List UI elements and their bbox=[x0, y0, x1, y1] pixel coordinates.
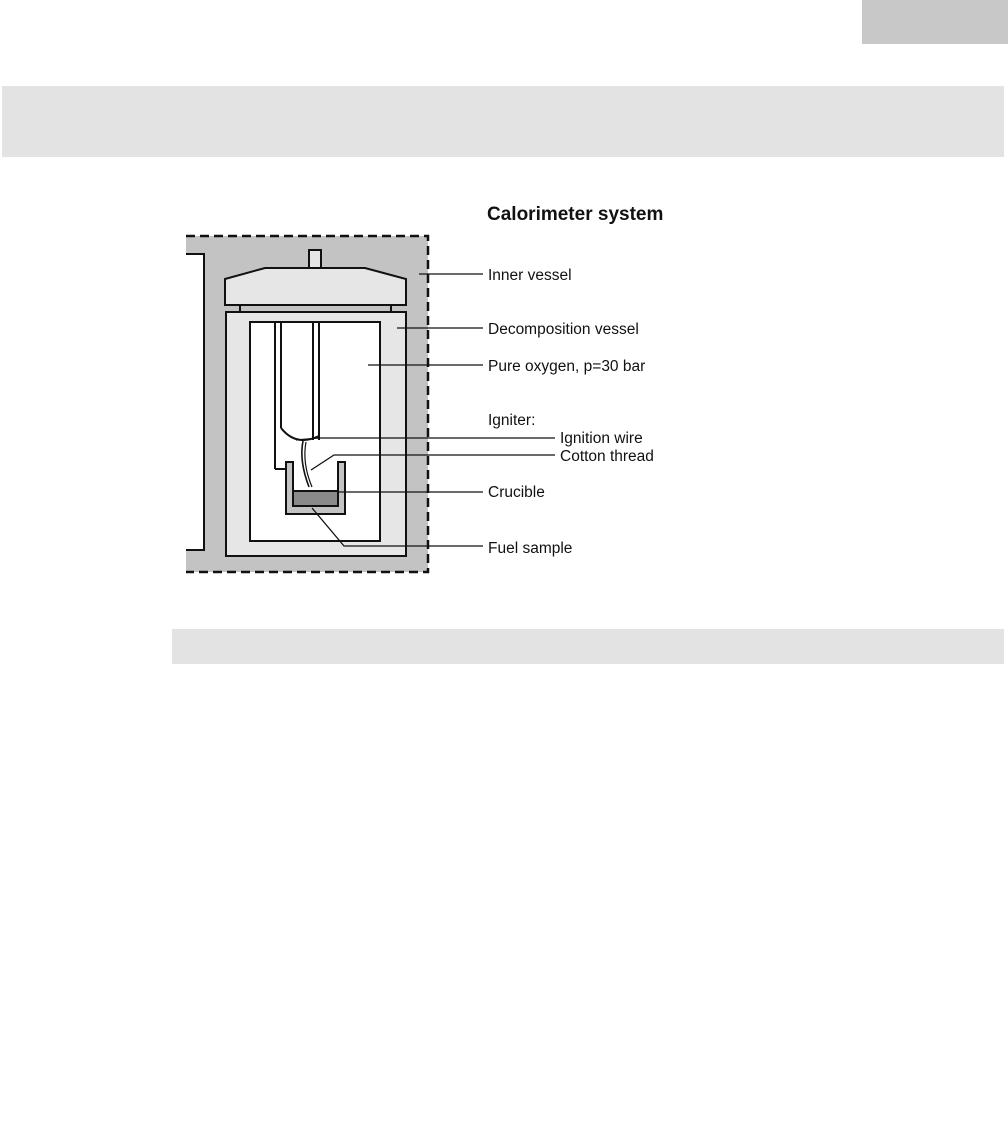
label-igniter: Igniter: bbox=[488, 412, 536, 429]
diagram-title: Calorimeter system bbox=[487, 204, 664, 225]
fuel-sample bbox=[293, 491, 338, 506]
label-inner-vessel: Inner vessel bbox=[488, 267, 572, 284]
label-crucible: Crucible bbox=[488, 484, 545, 501]
label-cotton-thread: Cotton thread bbox=[560, 448, 654, 465]
label-decomposition-vessel: Decomposition vessel bbox=[488, 321, 639, 338]
label-pure-oxygen: Pure oxygen, p=30 bar bbox=[488, 358, 646, 375]
label-ignition-wire: Ignition wire bbox=[560, 430, 643, 447]
label-fuel-sample: Fuel sample bbox=[488, 540, 573, 557]
